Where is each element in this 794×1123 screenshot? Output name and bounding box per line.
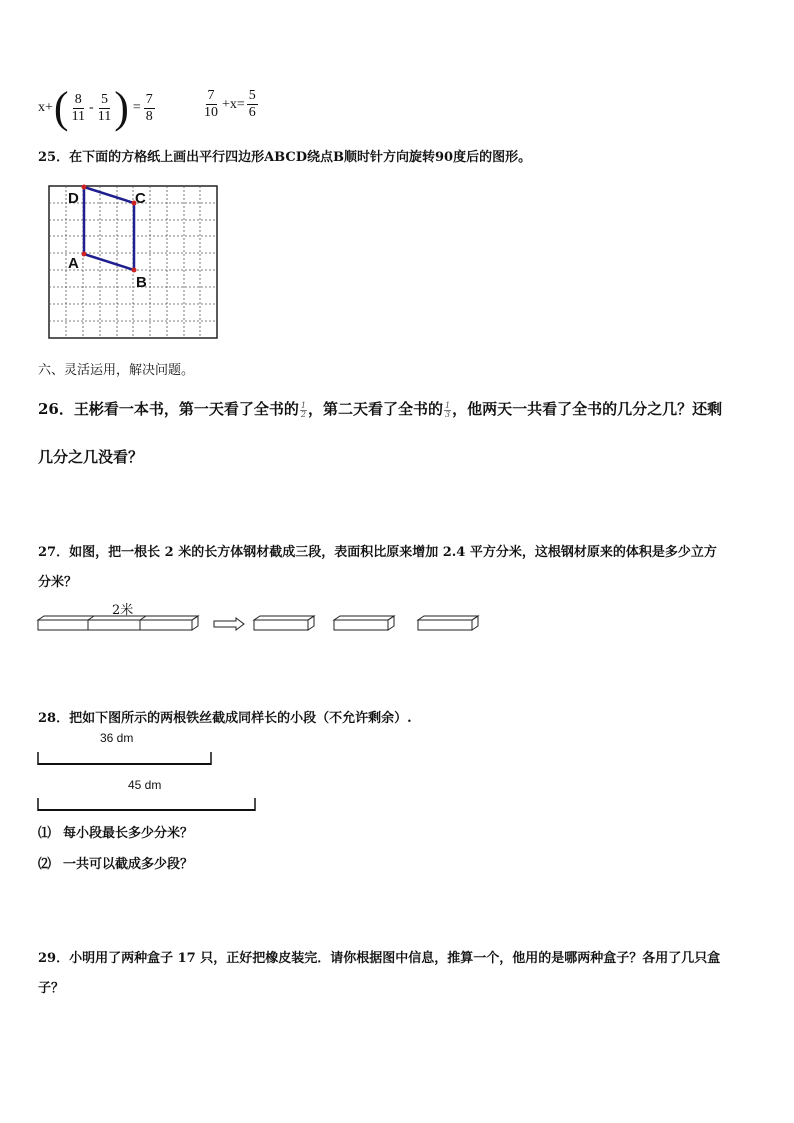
wire-2 [37, 797, 259, 813]
question-28-part-1: ⑴ 每小段最长多少分米？ [38, 826, 194, 841]
fraction: $\frac{7}{10}$ [204, 88, 218, 120]
fraction: $\frac{5}{6}$ [248, 88, 256, 120]
wire-1 [37, 751, 215, 767]
question-29-line-1: 29．小明用了两种盒子 17 只，正好把橡皮装完．请你根据图中信息，推算一个，他用的是哪两种盒子？各用了几只盒 [38, 951, 721, 966]
question-29-line-2: 子？ [38, 981, 65, 996]
parallelogram-abcd [84, 187, 134, 270]
label-d: D [68, 190, 79, 207]
fraction: $\frac{1}{2}$ [300, 400, 306, 419]
eq2-mid: +x= [222, 96, 245, 112]
wire-1-label: 36 dm [100, 731, 134, 745]
eq1-prefix: x+ [38, 100, 53, 115]
short-bar [418, 616, 478, 630]
label-c: C [135, 190, 146, 207]
short-bar [254, 616, 314, 630]
vertex-a [82, 252, 87, 257]
wire-2-label: 45 dm [128, 778, 162, 792]
question-27-line-2: 分米？ [38, 575, 78, 590]
question-26-line-2: 几分之几没看？ [38, 448, 144, 466]
fraction: $\frac{8}{11}$ [71, 91, 86, 124]
equals-sign: = [132, 100, 141, 115]
long-bar [38, 616, 198, 630]
short-bar [334, 616, 394, 630]
question-28-part-2: ⑵ 一共可以截成多少段？ [38, 857, 194, 872]
question-25: 25．在下面的方格纸上画出平行四边形ABCD绕点B顺时针方向旋转90度后的图形。 [38, 150, 532, 165]
equation-2 [202, 88, 258, 121]
fraction: $\frac{5}{11}$ [97, 91, 112, 124]
grid-figure [48, 184, 220, 340]
vertex-d [82, 185, 87, 190]
question-28: 28．把如下图所示的两根铁丝截成同样长的小段（不允许剩余）. [38, 711, 412, 726]
section-6-title: 六、灵活运用，解决问题。 [38, 363, 195, 378]
left-paren: ( [53, 83, 69, 132]
question-26-line-1: 26．王彬看一本书，第一天看了全书的 $\frac{1}{2}$ ，第二天看了全书的 $\frac{1}{3}$ ，他两天一共看了全书的几分之几？还剩 [38, 400, 723, 419]
arrow-icon [214, 618, 244, 630]
right-paren: ) [114, 83, 129, 132]
steel-length-label: 2米 [112, 603, 134, 618]
vertex-b [132, 268, 137, 273]
equation-1 [38, 83, 155, 132]
label-a: A [68, 255, 79, 272]
fraction: $\frac{1}{3}$ [445, 400, 451, 419]
fraction: $\frac{7}{8}$ [145, 91, 153, 124]
label-b: B [136, 274, 147, 291]
question-27-line-1: 27．如图，把一根长 2 米的长方体钢材截成三段，表面积比原来增加 2.4 平方分米，这根钢材原来的体积是多少立方 [38, 545, 717, 560]
steel-bar-figure [36, 612, 486, 636]
minus-sign: - [89, 100, 94, 115]
